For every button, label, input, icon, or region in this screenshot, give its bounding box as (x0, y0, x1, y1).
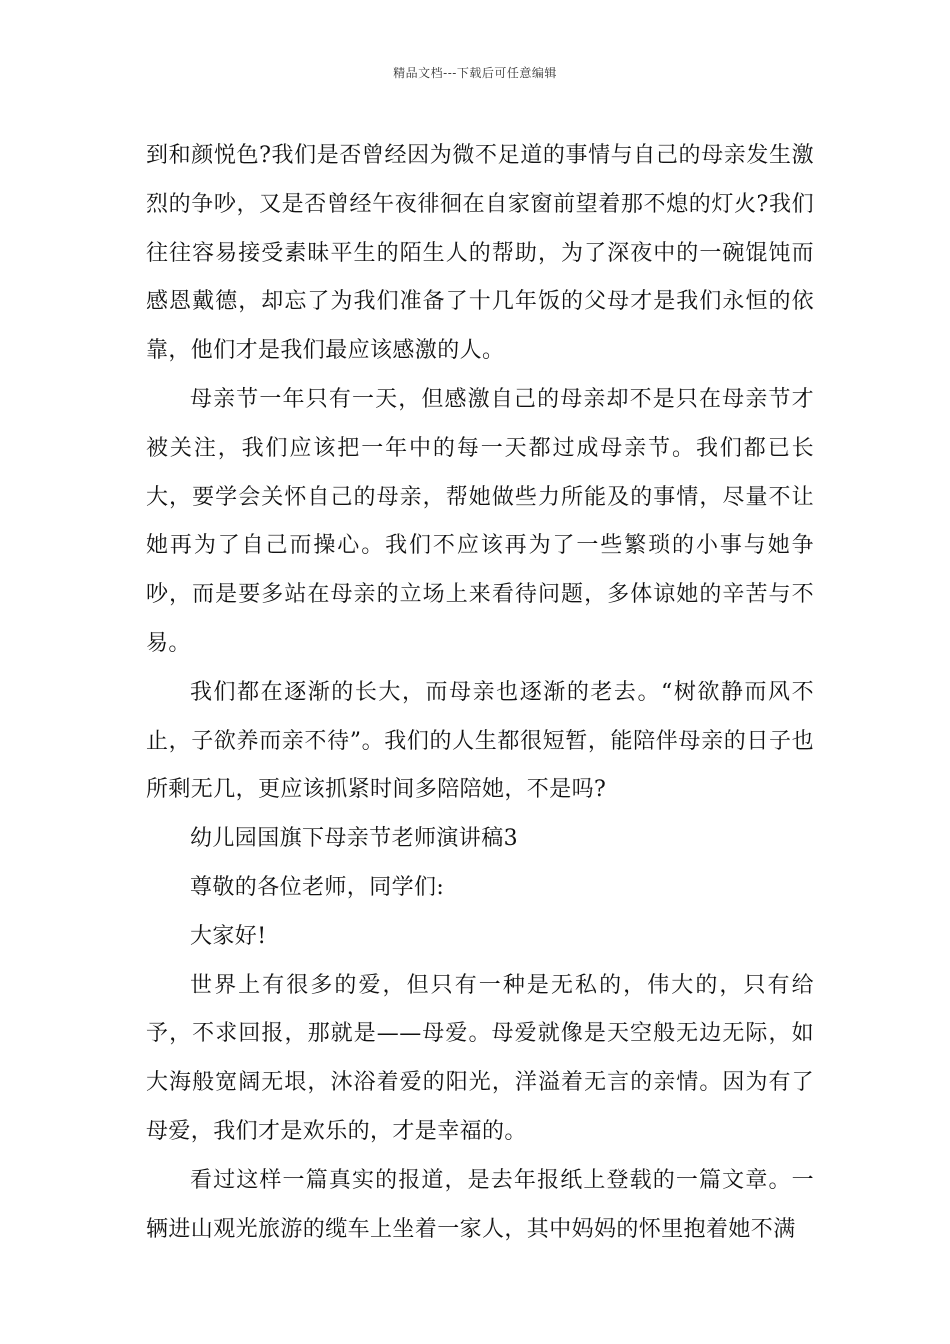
document-body (146, 132, 814, 1254)
paragraph-mothers-day: 母亲节一年只有一天，但感激自己的母亲却不是只在母亲节才被关注，我们应该把一年中的每一天都过成母亲节。我们都已长大，要学会关怀自己的母亲，帮她做些力所能及的事情，尽量不让她再为了自己而操心。我们不应该再为了一些繁琐的小事与她争吵，而是要多站在母亲的立场上来看待问题，多体谅她的辛苦与不易。 (146, 386, 814, 656)
page-header: 精品文档---下载后可任意编辑 (393, 66, 557, 80)
greeting: 大家好! (190, 923, 267, 949)
speech-title: 幼儿园国旗下母亲节老师演讲稿3 (190, 826, 518, 852)
paragraph-news-report: 看过这样一篇真实的报道，是去年报纸上登载的一篇文章。一辆进山观光旅游的缆车上坐着一家人，其中妈妈的怀里抱着她不满 (146, 1167, 814, 1242)
paragraph-continued: 到和颜悦色?我们是否曾经因为微不足道的事情与自己的母亲发生激烈的争吵，又是否曾经午夜徘徊在自家窗前望着那不熄的灯火?我们往往容易接受素昧平生的陌生人的帮助，为了深夜中的一碗馄饨而感恩戴德，却忘了为我们准备了十几年饭的父母才是我们永恒的依靠，他们才是我们最应该感激的人。 (146, 143, 814, 364)
salutation: 尊敬的各位老师，同学们: (190, 874, 445, 900)
paragraph-growing-up: 我们都在逐渐的长大，而母亲也逐渐的老去。“树欲静而风不止，子欲养而亲不待”。我们的人生都很短暂，能陪伴母亲的日子也所剩无几，更应该抓紧时间多陪陪她，不是吗? (146, 679, 814, 803)
paragraph-mothers-love: 世界上有很多的爱，但只有一种是无私的，伟大的，只有给予，不求回报，那就是——母爱。母爱就像是天空般无边无际，如大海般宽阔无垠，沐浴着爱的阳光，洋溢着无言的亲情。因为有了母爱，我们才是欢乐的，才是幸福的。 (146, 972, 814, 1144)
